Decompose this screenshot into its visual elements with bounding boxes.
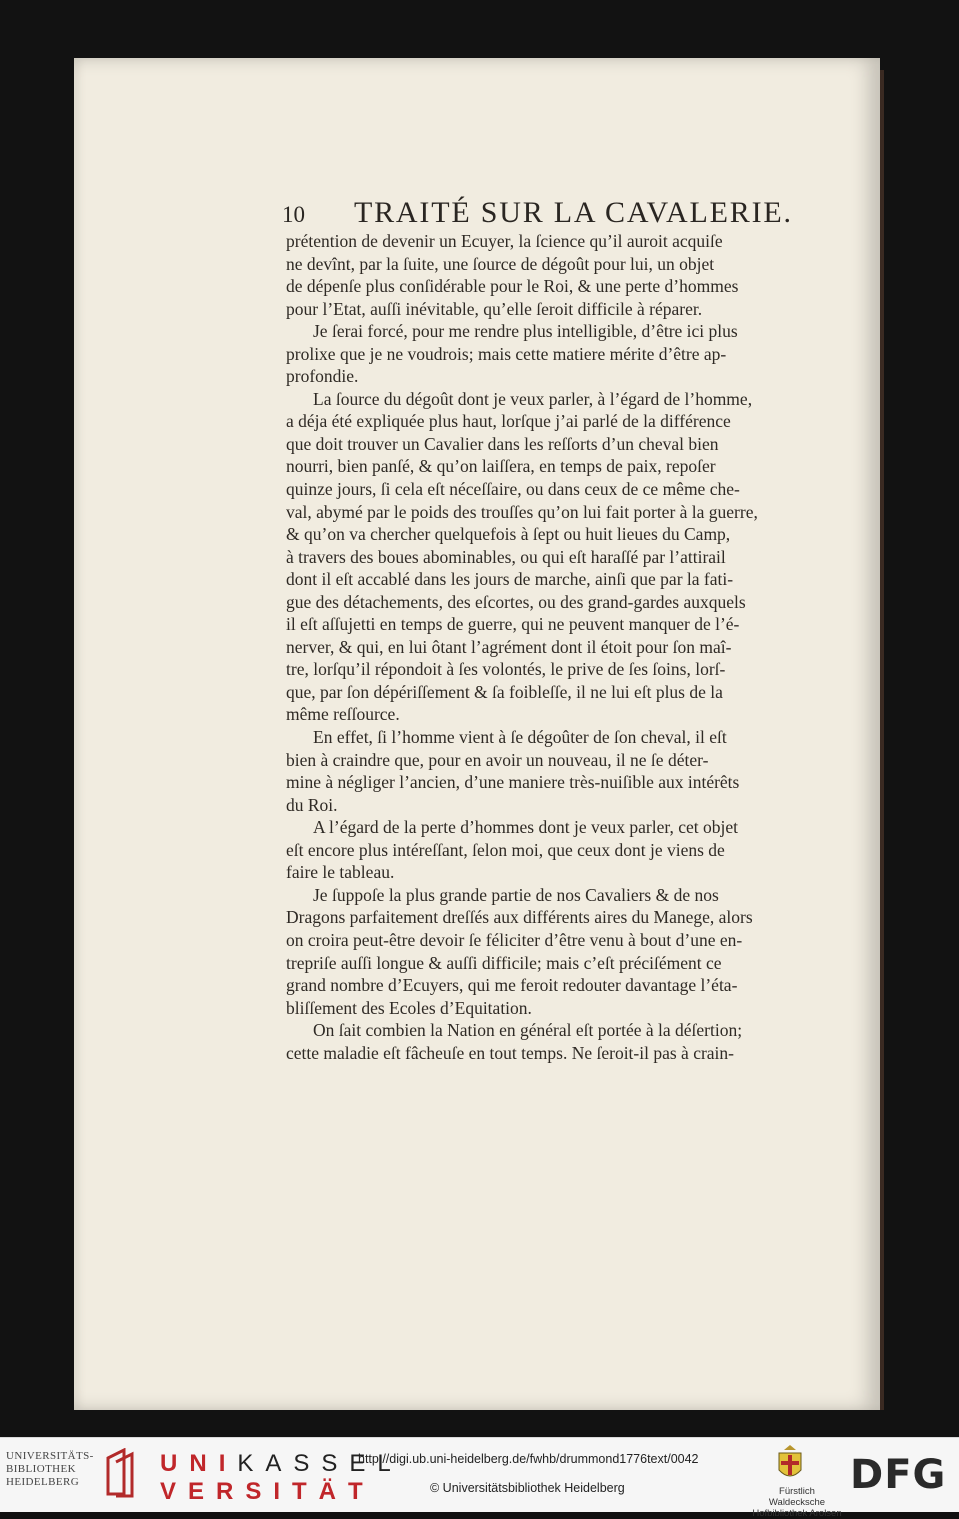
kassel-word: KASSEL [237,1450,403,1477]
text-line: La ſource du dégoût dont je veux parler, à l’égard de l’homme, [313,388,753,409]
heidelberg-line-1: UNIVERSITÄTS- [6,1450,94,1462]
text-line: nerver, & qui, en lui ôtant l’agrément dont il étoit pour ſon maî- [286,636,732,657]
text-line: & qu’on va chercher quelquefois à ſept ou huit lieues du Camp, [286,524,731,545]
text-line: ne devînt, par la ſuite, une ſource de dégoût pour lui, un objet [286,253,715,274]
page-number: 10 [282,202,305,227]
text-line: eſt encore plus intéreſſant, ſelon moi, que ceux dont je viens de [286,839,725,860]
kassel-letter-3: I [218,1450,238,1477]
text-line: pour l’Etat, auſſi inévitable, qu’elle ſeroit difficile à réparer. [286,298,703,319]
text-line: nourri, bien panſé, & qu’on laiſſera, en temps de paix, repoſer [286,456,716,477]
running-title: TRAITÉ SUR LA CAVALERIE. [354,196,793,229]
text-line: Je ſerai forcé, pour me rendre plus intelligible, d’être ici plus [313,321,738,342]
dfg-logo: DFG [850,1452,947,1498]
text-line: On ſait combien la Nation en général eſt portée à la déſertion; [313,1020,743,1041]
kassel-logo [160,1450,403,1506]
text-line: que doit trouver un Cavalier dans les reſſorts d’un cheval bien [286,433,719,454]
heidelberg-logo-icon [104,1448,138,1498]
text-line: profondie. [286,366,359,387]
kassel-letter-1: U [160,1450,190,1477]
text-line: gue des détachements, des eſcortes, ou des grand-gardes auxquels [286,591,746,612]
text-line: mine à négliger l’ancien, d’une maniere très-nuiſible aux intérêts [286,772,740,793]
heidelberg-line-3: HEIDELBERG [6,1476,80,1488]
text-line: il eſt aſſujetti en temps de guerre, qui ne peuvent manquer de l’é- [286,614,740,635]
text-line: que, par ſon dépériſſement & ſa foibleſſe, il ne lui eſt plus de la [286,681,723,702]
text-line: trepriſe auſſi longue & auſſi difficile; mais c’eſt préciſément ce [286,952,722,973]
arolsen-line-2: Hofbibliothek Arolsen [752,1508,842,1519]
heidelberg-library-name [6,1450,94,1489]
copyright-notice: © Universitätsbibliothek Heidelberg [430,1481,625,1495]
text-line: de dépenſe plus conſidérable pour le Roi, & une perte d’hommes [286,276,739,297]
arolsen-library-name [752,1486,842,1519]
text-line: dont il eſt accablé dans les jours de marche, ainſi que par la fati- [286,569,734,590]
text-line: Dragons parfaitement dreſſés aux différents aires du Manege, alors [286,907,753,928]
text-line: En effet, ſi l’homme vient à ſe dégoûter de ſon cheval, il eſt [313,727,727,748]
text-line: Je ſuppoſe la plus grande partie de nos Cavaliers & de nos [313,884,719,905]
body-text [286,230,776,1064]
text-line: prolixe que je ne voudrois; mais cette matiere mérite d’être ap- [286,343,727,364]
arolsen-line-1: Fürstlich Waldecksche [768,1486,826,1508]
text-line: a déja été expliquée plus haut, lorſque j’ai parlé de la différence [286,411,731,432]
permalink-url[interactable]: http://digi.ub.uni-heidelberg.de/fwhb/drummond1776text/0042 [358,1452,699,1466]
text-line: A l’égard de la perte d’hommes dont je veux parler, cet objet [313,817,738,838]
text-line: on croira peut-être devoir ſe féliciter d’être venu à bout d’une en- [286,929,743,950]
text-line: bien à craindre que, pour en avoir un nouveau, il ne ſe déter- [286,749,709,770]
text-line: à travers des boues abominables, ou qui eſt haraſſé par l’attirail [286,546,726,567]
text-line: quinze jours, ſi cela eſt néceſſaire, ou dans ceux de ce même che- [286,479,740,500]
text-line: faire le tableau. [286,862,395,883]
text-line: bliſſement des Ecoles d’Equitation. [286,997,532,1018]
kassel-versitat: VERSITÄT [160,1478,375,1505]
text-line: cette maladie eſt fâcheuſe en tout temps. Ne ſeroit-il pas à crain- [286,1042,734,1063]
text-line: du Roi. [286,794,338,815]
text-line: tre, lorſqu’il répondoit à ſes volontés, le prive de ſes ſoins, lorſ- [286,659,726,680]
text-line: prétention de devenir un Ecuyer, la ſcience qu’il auroit acquiſe [286,231,723,251]
text-line: grand nombre d’Ecuyers, qui me feroit redouter davantage l’éta- [286,975,738,996]
footer-bar [0,1437,959,1519]
text-line: même reſſource. [286,704,400,725]
heidelberg-line-2: BIBLIOTHEK [6,1463,76,1475]
arolsen-crest-icon [776,1444,804,1484]
text-line: val, abymé par le poids des trouſſes qu’on lui fait porter à la guerre, [286,501,758,522]
kassel-letter-2: N [189,1450,219,1477]
